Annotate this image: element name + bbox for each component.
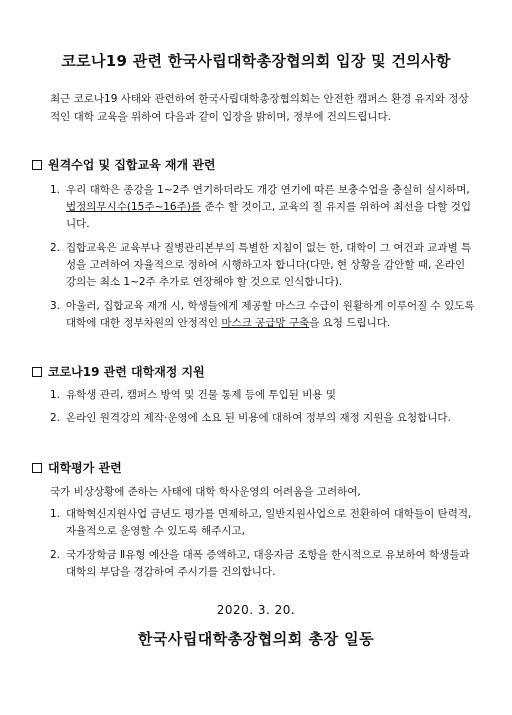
- document-date: 2020. 3. 20.: [216, 603, 296, 617]
- underlined-text: 마스크 공급망 구축: [221, 317, 310, 329]
- list-item: 2. 집합교육은 교육부나 질병관리본부의 특별한 지침이 없는 한, 대학이 그 여건과 교과별 특성을 고려하여 자율적으로 정하여 시행하고자 합니다(다만, 현 상황을 감안할 때, 온라인 강의는 최소 1~2주 추가로 연장해야 할 것으로 인식합니다).: [50, 242, 472, 288]
- section-list-remote-class: [50, 182, 478, 332]
- list-item: 1. 유학생 관리, 캠퍼스 방역 및 건물 통제 등에 투입된 비용 및: [50, 389, 337, 401]
- list-item: 3. 아울러, 집합교육 재개 시, 학생들에게 제공할 마스크 수급이 원활하게 이루어질 수 있도록 대학에 대한 정부차원의 안정적인 마스크 공급망 구축을 요청 드립니다.: [50, 300, 475, 329]
- checkbox-square-icon: [32, 463, 42, 473]
- section-heading-evaluation: 대학평가 관련: [32, 459, 122, 476]
- list-item: 2. 국가장학금 Ⅱ유형 예산을 대폭 증액하고, 대응자금 조항을 한시적으로 유보하여 학생들과 대학의 부담을 경감하여 주시기를 건의합니다.: [50, 549, 470, 578]
- document-title: 코로나19 관련 한국사립대학총장협의회 입장 및 건의사항: [61, 52, 451, 70]
- list-item: 1. 우리 대학은 종강을 1~2주 연기하더라도 개강 연기에 따른 보충수업을 충실히 실시하며, 법정의무시수(15주~16주)를 준수 할 것이고, 교육의 질 유지를 위하여 최선을 다할 것입니다.: [50, 184, 472, 230]
- intro-paragraph: 최근 코로나19 사태와 관련하여 한국사립대학총장협의회는 안전한 캠퍼스 환경 유지와 정상적인 대학 교육을 위하여 다음과 같이 입장을 밝히며, 정부에 건의드립니다.: [50, 93, 469, 123]
- document-signer: 한국사립대학총장협의회 총장 일동: [137, 630, 375, 648]
- list-item: 2. 온라인 원격강의 제작·운영에 소요 된 비용에 대하여 정부의 재정 지원을 요청합니다.: [50, 412, 451, 424]
- section-lead-text: 국가 비상상황에 준하는 사태에 대학 학사운영의 어려움을 고려하여,: [50, 486, 361, 498]
- section-list-finance: [50, 387, 478, 427]
- section-heading-finance: 코로나19 관련 대학재정 지원: [32, 363, 205, 380]
- list-item: 1. 대학혁신지원사업 금년도 평가를 면제하고, 일반지원사업으로 전환하여 대학들이 탄력적, 자율적으로 운영할 수 있도록 해주시고,: [50, 508, 472, 537]
- section-heading-remote-class: 원격수업 및 집합교육 재개 관련: [32, 156, 215, 173]
- underlined-text: 법정의무시수(15주~16주)를: [66, 201, 201, 213]
- checkbox-square-icon: [32, 160, 42, 170]
- checkbox-square-icon: [32, 367, 42, 377]
- section-list-evaluation: [50, 506, 478, 581]
